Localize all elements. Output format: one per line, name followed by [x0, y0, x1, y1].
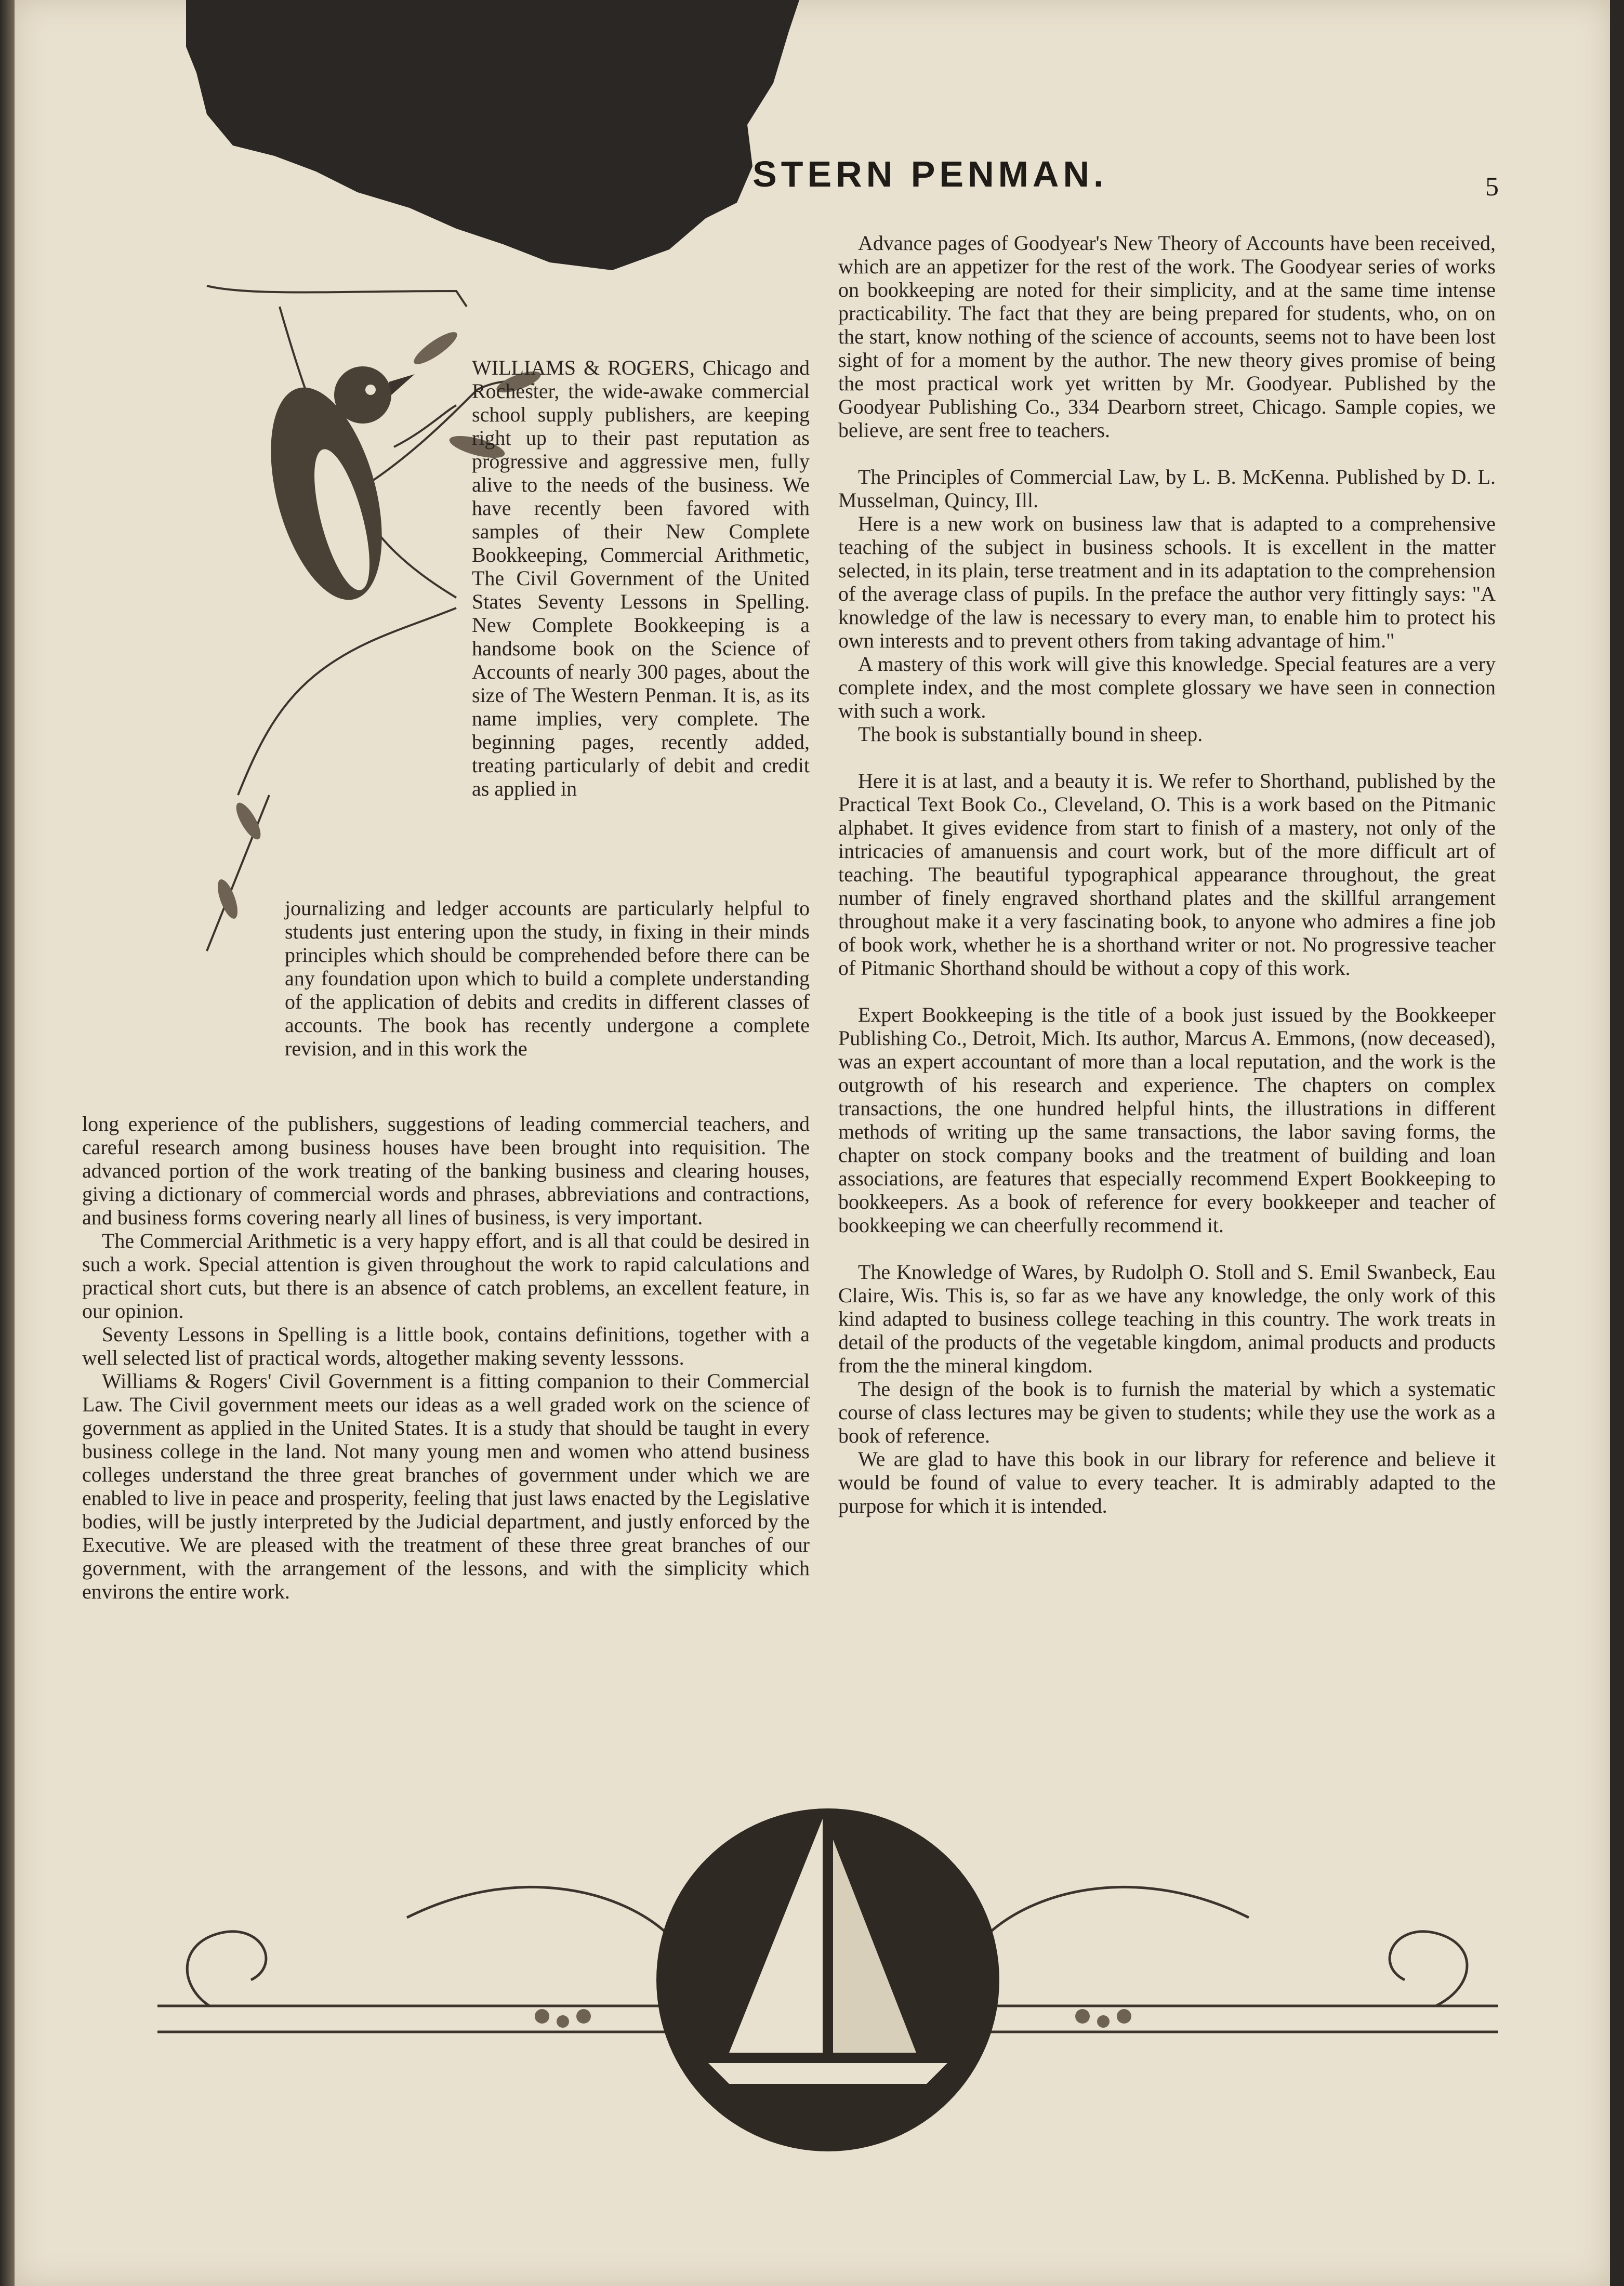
article-williams-rogers-intro: WILLIAMS & ROGERS, Chicago and Rochester, the wide-awake commercial school supply publishers, are keeping right up to their past reputation as progressive and aggressive men, fully alive to the needs of the business. We have recently been favored with samples of their New Complete Bookkeeping, Commercial Arithmetic, The Civil Government of the United States Seventy Lessons in Spelling. New Complete Bookkeeping is a handsome book on the Science of Accounts of nearly 300 pages, about the size of The Western Penman. It is, as its name implies, very complete. The beginning pages, recently added, treating particularly of debit and credit as applied in — [472, 356, 810, 800]
paragraph: The Knowledge of Wares, by Rudolph O. Stoll and S. Emil Swanbeck, Eau Claire, Wis. This is, so far as we have any knowledge, the only work of this kind adapted to business college teaching in this country. The work treats in detail of the products of the vegetable kingdom, animal products and products from the the mineral kingdom. — [838, 1260, 1496, 1377]
paragraph: Expert Bookkeeping is the title of a book just issued by the Bookkeeper Publishing Co., Detroit, Mich. Its author, Marcus A. Emmons, (now deceased), was an expert accountant of more than a local reputation, and the work is the outgrowth of his research and experience. The chapters on complex transactions, the one hundred helpful hints, the illustrations in different methods of writing up the same transactions, the labor saving forms, the chapter on stock company books and the treatment of building and loan associations, are features that especially recommend Expert Bookkeeping to bookkeepers. As a book of reference for every bookkeeper and teacher of bookkeeping we can cheerfully recommend it. — [838, 1003, 1496, 1237]
paragraph: The Commercial Arithmetic is a very happy effort, and is all that could be desired in such a work. Special attention is given throughout the work to rapid calculations and practical short cuts, but there is an absence of catch problems, an excellent feature, in our opinion. — [82, 1229, 810, 1323]
paragraph: A mastery of this work will give this knowledge. Special features are a very complete index, and the most complete glossary we have seen in connection with such a work. — [838, 652, 1496, 722]
torn-corner — [186, 0, 799, 281]
left-column — [82, 1112, 810, 1603]
paragraph: We are glad to have this book in our library for reference and believe it would be found of value to every teacher. It is admirably adapted to the purpose for which it is intended. — [838, 1447, 1496, 1517]
right-column — [838, 231, 1496, 1517]
paragraph: Here it is at last, and a beauty it is. We refer to Shorthand, published by the Practical Text Book Co., Cleveland, O. This is a work based on the Pitmanic alphabet. It gives evidence from start to finish of a mastery, not only of the intricacies of amanuensis and court work, but of the more difficult art of teaching. The beautiful typographical appearance throughout, the great number of finely engraved shorthand plates and the skillful arrangement throughout make it a very fascinating book, to anyone who admires a fine job of book work, whether he is a shorthand writer or not. No progressive teacher of Pitmanic Shorthand should be without a copy of this work. — [838, 769, 1496, 980]
paragraph: Seventy Lessons in Spelling is a little book, contains definitions, together with a well selected list of practical words, altogether making seventy lesssons. — [82, 1323, 810, 1369]
sailboat-ornament-icon — [147, 1762, 1509, 2157]
paragraph: Here is a new work on business law that is adapted to a comprehensive teaching of the subject in business schools. It is excellent in the matter selected, in its plain, terse treatment and in its adaptation to the comprehension of the average class of pupils. In the preface the author very fittingly says: "A knowledge of the law is necessary to every man, to enable him to protect his own interests and to prevent others from taking advantage of him." — [838, 512, 1496, 652]
masthead-title: STERN PENMAN. — [752, 154, 1108, 194]
newspaper-page — [15, 0, 1610, 2286]
paragraph: long experience of the publishers, suggestions of leading commercial teachers, and careful research among business houses have been brought into requisition. The advanced portion of the work treating of the banking business and clearing houses, giving a dictionary of commercial words and phrases, abbreviations and contractions, and business forms covering nearly all lines of business, is very important. — [82, 1112, 810, 1229]
paragraph: The Principles of Commercial Law, by L. B. McKenna. Published by D. L. Musselman, Quincy, Ill. — [838, 465, 1496, 512]
paragraph: Williams & Rogers' Civil Government is a fitting companion to their Commercial Law. The Civil government meets our ideas as a well graded work on the science of government as applied in the United States. It is a study that should be taught in every business college in the land. Not many young men and women who attend business colleges understand the three great branches of government under which we are enabled to live in peace and prosperity, feeling that just laws enacted by the Legislative bodies, will be justly interpreted by the Judicial department, and justly enforced by the Executive. We are pleased with the treatment of these three great branches of our government, with the arrangement of the lessons, and with the simplicity which environs the entire work. — [82, 1369, 810, 1603]
page-number: 5 — [1485, 172, 1499, 202]
paragraph: The design of the book is to furnish the material by which a systematic course of class lectures may be given to students; while they use the work as a book of reference. — [838, 1377, 1496, 1447]
paragraph: The book is substantially bound in sheep. — [858, 722, 1203, 746]
paragraph: Advance pages of Goodyear's New Theory of Accounts have been received, which are an appetizer for the rest of the work. The Goodyear series of works on bookkeeping are noted for their simplicity, and at the same time intense practicability. The fact that they are being prepared for students, who, on on the start, know nothing of the science of accounts, seems not to have been lost sight of for a moment by the author. The new theory gives promise of being the most practical work yet written by Mr. Goodyear. Published by the Goodyear Publishing Co., 334 Dearborn street, Chicago. Sample copies, we believe, are sent free to teachers. — [838, 231, 1496, 442]
article-williams-rogers-continued: journalizing and ledger accounts are particularly helpful to students just entering upon the study, in fixing in their minds principles which should be comprehended before there can be any foundation upon which to build a complete understanding of the application of debits and credits in different classes of accounts. The book has recently undergone a complete revision, and in this work the — [285, 896, 810, 1060]
